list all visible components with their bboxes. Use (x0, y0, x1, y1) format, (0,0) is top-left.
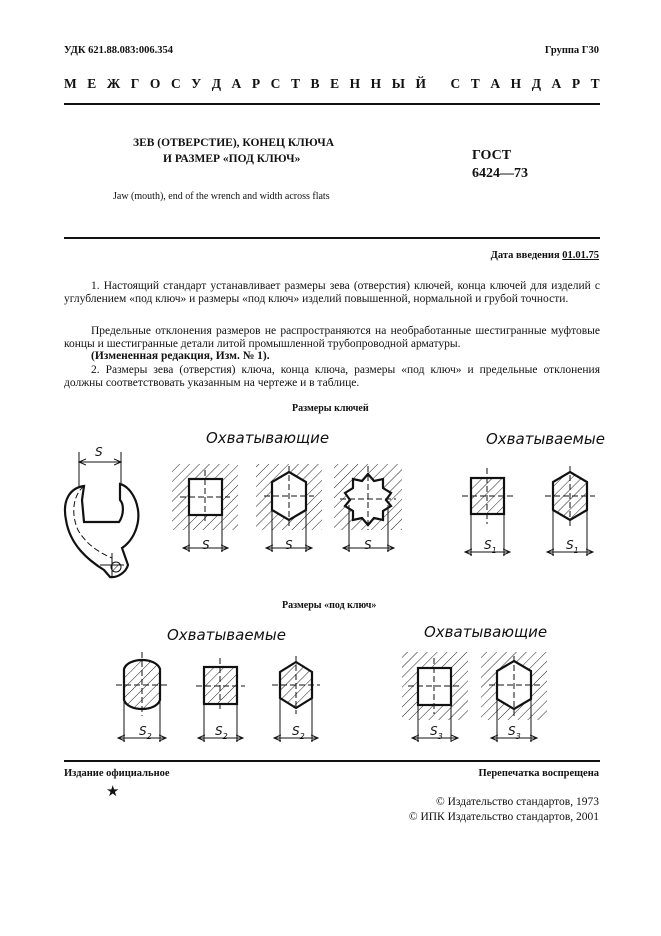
paragraph-3: 2. Размеры зева (отверстия) ключа, конца ключа, размеры «под ключ» и предельные отклонения должны соответствовать указанным на чертеже и в таблице. (64, 364, 600, 389)
dim-s1-square-letter: S (484, 538, 492, 552)
interstate-letter: Г (130, 76, 140, 91)
amendment-note: (Измененная редакция, Изм. № 1). (91, 350, 270, 362)
interstate-letter: Д (531, 76, 542, 91)
wrench-drawing (65, 452, 138, 577)
dim-s1-square-index: 1 (491, 546, 497, 555)
interstate-letter: Т (470, 76, 481, 91)
interstate-letter: Ы (391, 76, 406, 91)
interstate-letter: А (231, 76, 242, 91)
dim-s2-circle-letter: S (139, 724, 147, 738)
interstate-letter: Д (211, 76, 222, 91)
interstate-letter: Н (510, 76, 522, 91)
interstate-letter: Ж (106, 76, 121, 91)
dim-s1-hex-letter: S (566, 538, 574, 552)
dim-s2-hex-index: 2 (299, 732, 305, 741)
official-edition: Издание официальное (64, 768, 170, 779)
interstate-letter: Р (571, 76, 581, 91)
interstate-letter: Е (330, 76, 340, 91)
interstate-letter: С (450, 76, 461, 91)
label-enclosing-top: Охватывающие (206, 429, 330, 447)
copyright-1973: © Издательство стандартов, 1973 (435, 796, 599, 808)
gost-label: ГОСТ (472, 148, 512, 163)
title-line-1: ЗЕВ (ОТВЕРСТИЕ), КОНЕЦ КЛЮЧА (133, 137, 335, 149)
dim-s3-hex-letter: S (508, 724, 516, 738)
interstate-letter: У (191, 76, 202, 91)
dim-s2-circle-index: 2 (146, 732, 152, 741)
interstate-letter: М (64, 76, 77, 91)
reprint-prohibited: Перепечатка воспрещена (478, 768, 599, 779)
caption-key-sizes: Размеры ключей (292, 403, 369, 414)
dim-s3-square-index: 3 (437, 732, 443, 741)
dim-s-square: S (202, 538, 210, 552)
paragraph-2: Предельные отклонения размеров не распространяются на необработанные шестигранные муфтовые концы и шестигранные детали литой промышленной трубопроводной арматуры. (64, 325, 600, 350)
dim-s2-square-letter: S (215, 724, 223, 738)
label-enclosed-bottom: Охватываемые (167, 626, 286, 644)
dim-s2-square-index: 2 (222, 732, 228, 741)
interstate-letter: Р (251, 76, 261, 91)
interstate-letter: Н (349, 76, 361, 91)
effective-date-label: Дата введения (490, 250, 563, 261)
dim-s-wrench: S (95, 445, 103, 459)
english-title: Jaw (mouth), end of the wrench and width across flats (113, 191, 330, 202)
star-mark: ★ (106, 784, 120, 800)
interstate-letter: Т (590, 76, 600, 91)
title-line-2: И РАЗМЕР «ПОД КЛЮЧ» (163, 153, 301, 165)
dim-s-hex: S (285, 538, 293, 552)
copyright-2001: © ИПК Издательство стандартов, 2001 (408, 811, 599, 823)
dim-s1-hex-index: 1 (573, 546, 579, 555)
interstate-letter: О (149, 76, 161, 91)
interstate-letter: Е (87, 76, 97, 91)
label-enclosing-bottom: Охватывающие (424, 623, 548, 641)
footer-rule (64, 760, 600, 762)
interstate-letter: А (551, 76, 562, 91)
dim-s2-hex-letter: S (292, 724, 300, 738)
label-enclosed-top: Охватываемые (486, 430, 605, 448)
dim-s3-hex-index: 3 (515, 732, 521, 741)
interstate-letter: Т (290, 76, 301, 91)
group-code: Группа Г30 (544, 45, 599, 56)
interstate-letter: С (270, 76, 281, 91)
gost-number: 6424—73 (472, 166, 528, 181)
dim-s3-square-letter: S (430, 724, 438, 738)
caption-flat-sizes: Размеры «под ключ» (282, 600, 377, 611)
interstate-letter: В (310, 76, 320, 91)
interstate-letter: Й (415, 76, 427, 91)
effective-date-value: 01.01.75 (562, 250, 599, 261)
interstate-letter: Н (370, 76, 382, 91)
dim-s-twelve-point: S (364, 538, 372, 552)
udk-code: УДК 621.88.083:006.354 (64, 45, 173, 56)
interstate-letter: С (170, 76, 181, 91)
interstate-letter: А (490, 76, 501, 91)
paragraph-1: 1. Настоящий стандарт устанавливает размеры зева (отверстия) ключей, конца ключей для изделий с углублением «под ключ» и размеры «под ключ» изделий повышенной, нормальной и грубой точности. (64, 280, 600, 305)
